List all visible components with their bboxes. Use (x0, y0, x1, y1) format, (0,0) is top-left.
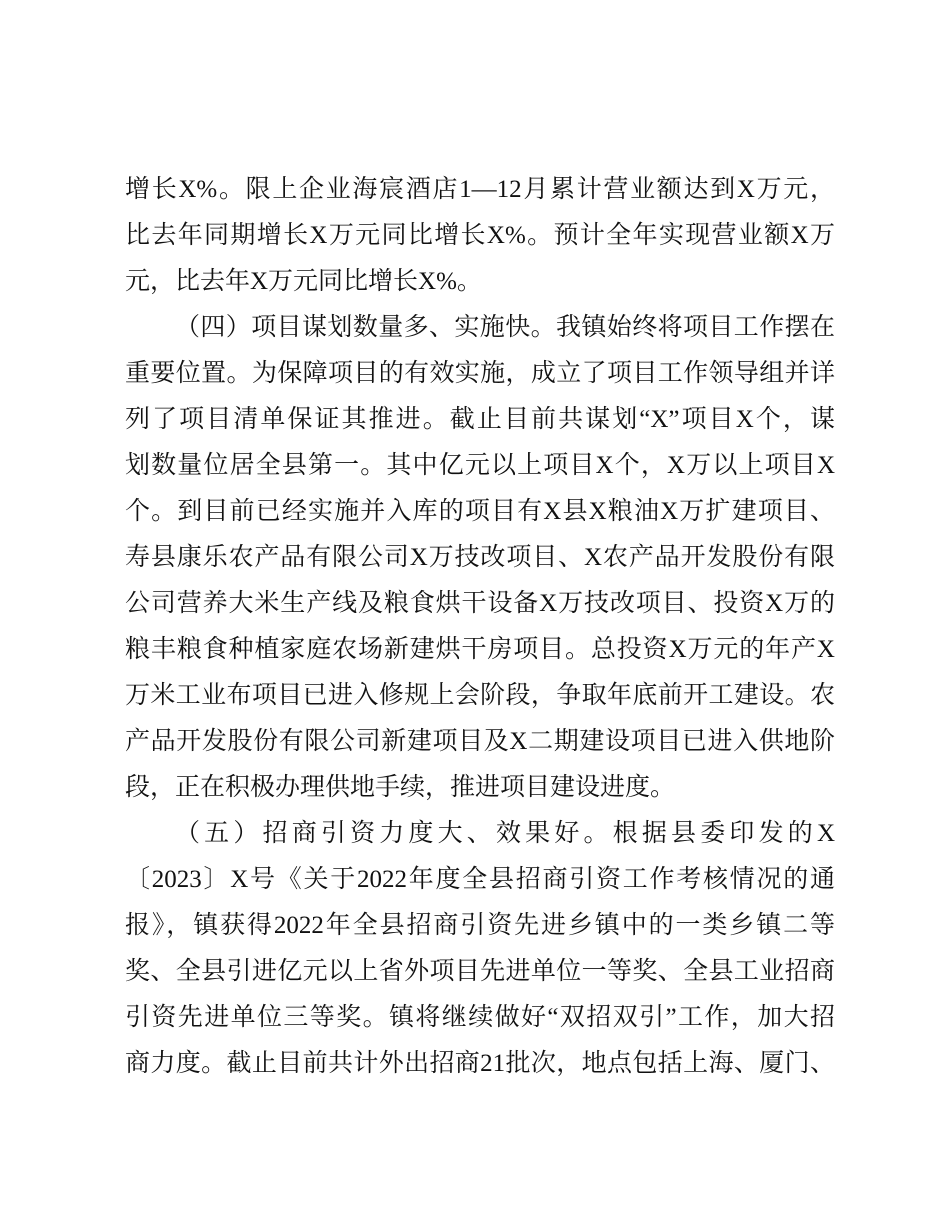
text-line: 粮丰粮食种植家庭农场新建烘干房项目。总投资X万元的年产X (125, 636, 835, 663)
text-line: （五）招商引资力度大、效果好。根据县委印发的X (175, 820, 835, 847)
text-line: 万米工业布项目已进入修规上会阶段，争取年底前开工建设。农 (125, 682, 835, 709)
text-line: 个。到目前已经实施并入库的项目有X县X粮油X万扩建项目、 (125, 498, 835, 525)
paragraph (125, 167, 835, 305)
text-line: 引资先进单位三等奖。镇将继续做好“双招双引”工作，加大招 (125, 1004, 835, 1031)
text-line: 公司营养大米生产线及粮食烘干设备X万技改项目、投资X万的 (125, 590, 835, 617)
text-line: 划数量位居全县第一。其中亿元以上项目X个，X万以上项目X (125, 452, 835, 479)
text-line: （四）项目谋划数量多、实施快。我镇始终将项目工作摆在 (175, 314, 835, 341)
text-line: 段，正在积极办理供地手续，推进项目建设进度。 (125, 774, 676, 801)
text-line: 重要位置。为保障项目的有效实施，成立了项目工作领导组并详 (125, 360, 835, 387)
text-line: 列了项目清单保证其推进。截止目前共谋划“X”项目X个，谋 (125, 406, 835, 433)
text-line: 寿县康乐农产品有限公司X万技改项目、X农产品开发股份有限 (125, 544, 835, 571)
paragraph (125, 305, 835, 811)
text-line: 商力度。截止目前共计外出招商21批次，地点包括上海、厦门、 (125, 1050, 835, 1077)
text-line: 比去年同期增长X万元同比增长X%。预计全年实现营业额X万 (125, 222, 835, 249)
paragraph (125, 811, 835, 1087)
text-line: 报》，镇获得2022年全县招商引资先进乡镇中的一类乡镇二等 (125, 912, 835, 939)
text-line: 产品开发股份有限公司新建项目及X二期建设项目已进入供地阶 (125, 728, 835, 755)
text-line: 元，比去年X万元同比增长X%。 (125, 268, 482, 295)
text-line: 奖、全县引进亿元以上省外项目先进单位一等奖、全县工业招商 (125, 958, 835, 985)
document-page (125, 167, 835, 1087)
text-line: 〔2023〕X号《关于2022年度全县招商引资工作考核情况的通 (125, 866, 835, 893)
text-line: 增长X%。限上企业海宸酒店1—12月累计营业额达到X万元， (125, 176, 835, 203)
